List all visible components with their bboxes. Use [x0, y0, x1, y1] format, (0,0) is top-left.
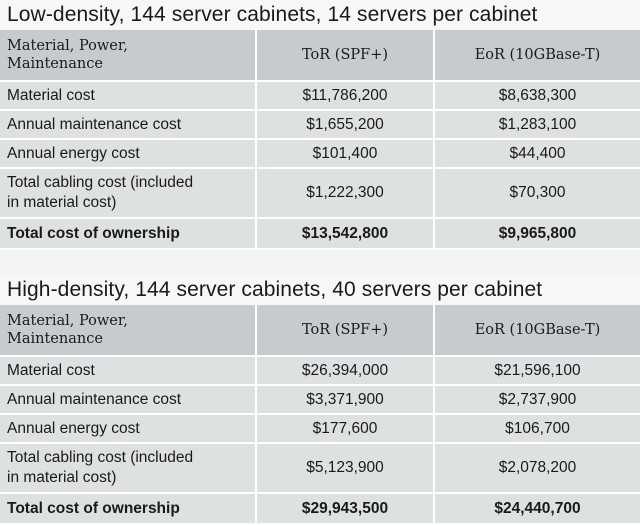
tor-value: $5,123,900 [256, 443, 434, 493]
header-eor: EoR (10GBase-T) [434, 30, 640, 81]
table-title: High-density, 144 server cabinets, 40 servers per cabinet [0, 275, 640, 305]
row-label [0, 168, 256, 218]
eor-value: $44,400 [434, 139, 640, 168]
header-tor: ToR (SPF+) [256, 30, 434, 81]
row-label-line1: Total cabling cost (included [7, 174, 194, 191]
eor-value: $2,078,200 [434, 443, 640, 493]
header-label-line2: Maintenance [7, 56, 103, 72]
total-row [0, 493, 640, 524]
header-row [0, 305, 640, 356]
tor-value: $11,786,200 [256, 81, 434, 110]
header-label-line1: Material, Power, [7, 313, 128, 329]
row-label-line2: in material cost) [7, 469, 117, 486]
header-label-line2: Maintenance [7, 331, 103, 347]
tor-value: $101,400 [256, 139, 434, 168]
tor-value: $26,394,000 [256, 356, 434, 385]
cost-table [0, 305, 640, 525]
eor-total: $24,440,700 [434, 493, 640, 524]
tor-value: $1,222,300 [256, 168, 434, 218]
row-label-line1: Total cabling cost (included [7, 449, 194, 466]
row-label: Annual maintenance cost [0, 110, 256, 139]
tor-value: $177,600 [256, 414, 434, 443]
total-row [0, 218, 640, 249]
cost-table [0, 30, 640, 250]
eor-value: $2,737,900 [434, 385, 640, 414]
row-label: Annual maintenance cost [0, 385, 256, 414]
low-density-table-block [0, 0, 640, 250]
tor-total: $29,943,500 [256, 493, 434, 524]
high-density-table-block [0, 275, 640, 525]
row-label: Annual energy cost [0, 139, 256, 168]
table-row [0, 139, 640, 168]
table-title: Low-density, 144 server cabinets, 14 servers per cabinet [0, 0, 640, 30]
table-row [0, 356, 640, 385]
table-row [0, 81, 640, 110]
row-label [0, 443, 256, 493]
header-row [0, 30, 640, 81]
row-label: Material cost [0, 81, 256, 110]
eor-value: $106,700 [434, 414, 640, 443]
header-label-cell [0, 305, 256, 356]
eor-value: $70,300 [434, 168, 640, 218]
eor-value: $1,283,100 [434, 110, 640, 139]
header-eor: EoR (10GBase-T) [434, 305, 640, 356]
eor-value: $21,596,100 [434, 356, 640, 385]
table-row [0, 443, 640, 493]
row-label: Annual energy cost [0, 414, 256, 443]
table-row [0, 168, 640, 218]
tor-value: $3,371,900 [256, 385, 434, 414]
header-label-cell [0, 30, 256, 81]
table-row [0, 385, 640, 414]
header-label-line1: Material, Power, [7, 38, 128, 54]
table-row [0, 110, 640, 139]
eor-total: $9,965,800 [434, 218, 640, 249]
tor-total: $13,542,800 [256, 218, 434, 249]
row-label: Total cost of ownership [0, 493, 256, 524]
row-label-line2: in material cost) [7, 194, 117, 211]
table-row [0, 414, 640, 443]
header-tor: ToR (SPF+) [256, 305, 434, 356]
eor-value: $8,638,300 [434, 81, 640, 110]
tor-value: $1,655,200 [256, 110, 434, 139]
row-label: Total cost of ownership [0, 218, 256, 249]
row-label: Material cost [0, 356, 256, 385]
